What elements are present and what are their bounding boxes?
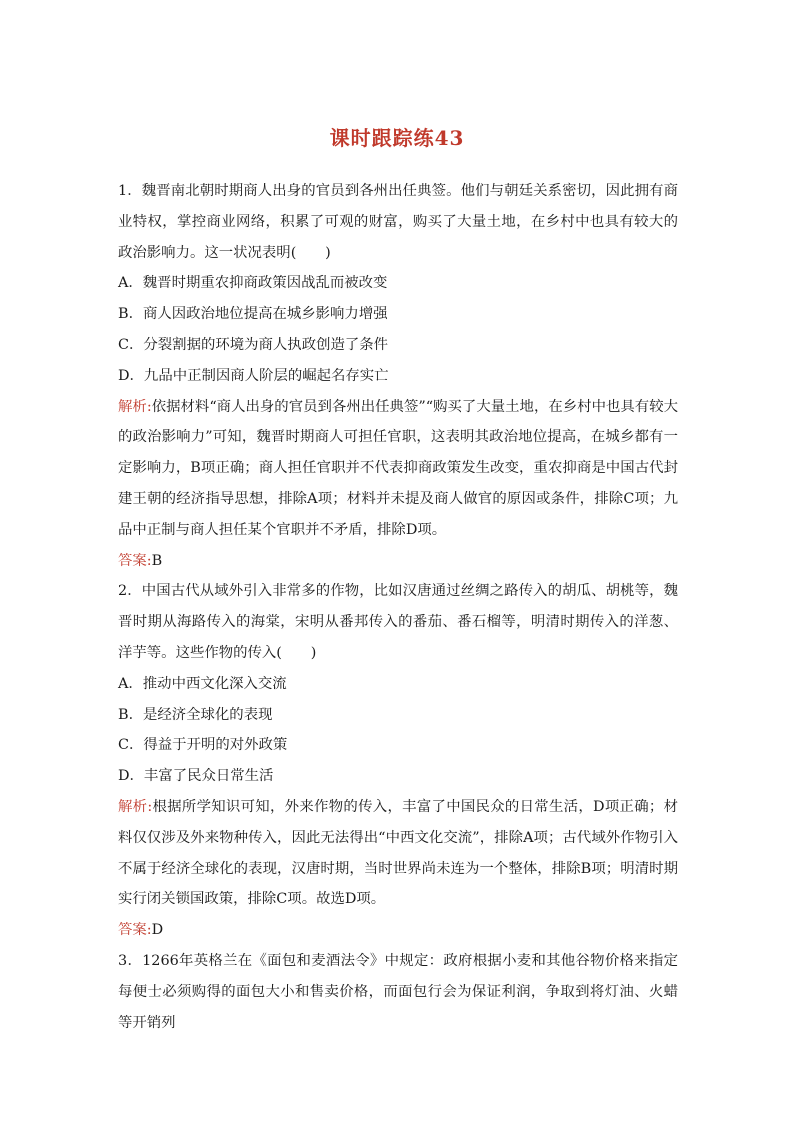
question-2-stem: 2．中国古代从域外引入非常多的作物，比如汉唐通过丝绸之路传入的胡瓜、胡桃等，魏晋时期从海路传入的海棠，宋明从番邦传入的番茄、番石榴等，明清时期传入的洋葱、洋芋等。这些作物的传入( ) xyxy=(118,583,678,661)
question-2-option-c: C．得益于开明的对外政策 xyxy=(118,737,288,754)
question-1-option-d: D．九品中正制因商人阶层的崛起名存实亡 xyxy=(118,367,389,384)
question-2-analysis xyxy=(118,792,678,915)
answer-value: B xyxy=(151,552,163,569)
question-1-analysis xyxy=(118,392,678,546)
analysis-label: 解析: xyxy=(118,398,152,415)
answer-label: 答案: xyxy=(118,552,152,569)
question-3-stem: 3．1266年英格兰在《面包和麦酒法令》中规定：政府根据小麦和其他谷物价格来指定每便士必须购得的面包大小和售卖价格，而面包行会为保证利润，争取到将灯油、火蜡等开销列 xyxy=(118,952,678,1031)
question-2-option-b: B．是经济全球化的表现 xyxy=(118,706,273,723)
question-1-answer xyxy=(118,546,678,577)
page-title: 课时跟踪练43 xyxy=(329,126,465,150)
question-1-option-c: C．分裂割据的环境为商人执政创造了条件 xyxy=(118,336,389,353)
question-1-option-b: B．商人因政治地位提高在城乡影响力增强 xyxy=(118,306,388,323)
document-body xyxy=(118,176,678,1038)
analysis-text: 根据所学知识可知，外来作物的传入，丰富了中国民众的日常生活，D项正确；材料仅仅涉及外来物种传入，因此无法得出“中西文化交流”，排除A项；古代域外作物引入不属于经济全球化的表现，汉唐时期，当时世界尚未连为一个整体，排除B项；明清时期实行闭关锁国政策，排除C项。故选D项。 xyxy=(118,798,678,908)
analysis-text: 依据材料“商人出身的官员到各州出任典签”“购买了大量土地，在乡村中也具有较大的政治影响力”可知，魏晋时期商人可担任官职，这表明其政治地位提高，在城乡都有一定影响力，B项正确；商人担任官职并不代表抑商政策发生改变，重农抑商是中国古代封建王朝的经济指导思想，排除A项；材料并未提及商人做官的原因或条件，排除C项；九品中正制与商人担任某个官职并不矛盾，排除D项。 xyxy=(118,398,678,538)
analysis-label: 解析: xyxy=(118,798,153,815)
question-2-option-d: D．丰富了民众日常生活 xyxy=(118,768,274,785)
question-2-answer xyxy=(118,915,678,946)
question-1-option-a: A．魏晋时期重农抑商政策因战乱而被改变 xyxy=(118,275,388,292)
question-1-stem: 1．魏晋南北朝时期商人出身的官员到各州出任典签。他们与朝廷关系密切，因此拥有商业特权，掌控商业网络，积累了可观的财富，购买了大量土地，在乡村中也具有较大的政治影响力。这一状况表明( ) xyxy=(118,183,678,261)
answer-label: 答案: xyxy=(118,922,152,939)
answer-value: D xyxy=(151,922,164,939)
question-2-option-a: A．推动中西文化深入交流 xyxy=(118,675,287,692)
